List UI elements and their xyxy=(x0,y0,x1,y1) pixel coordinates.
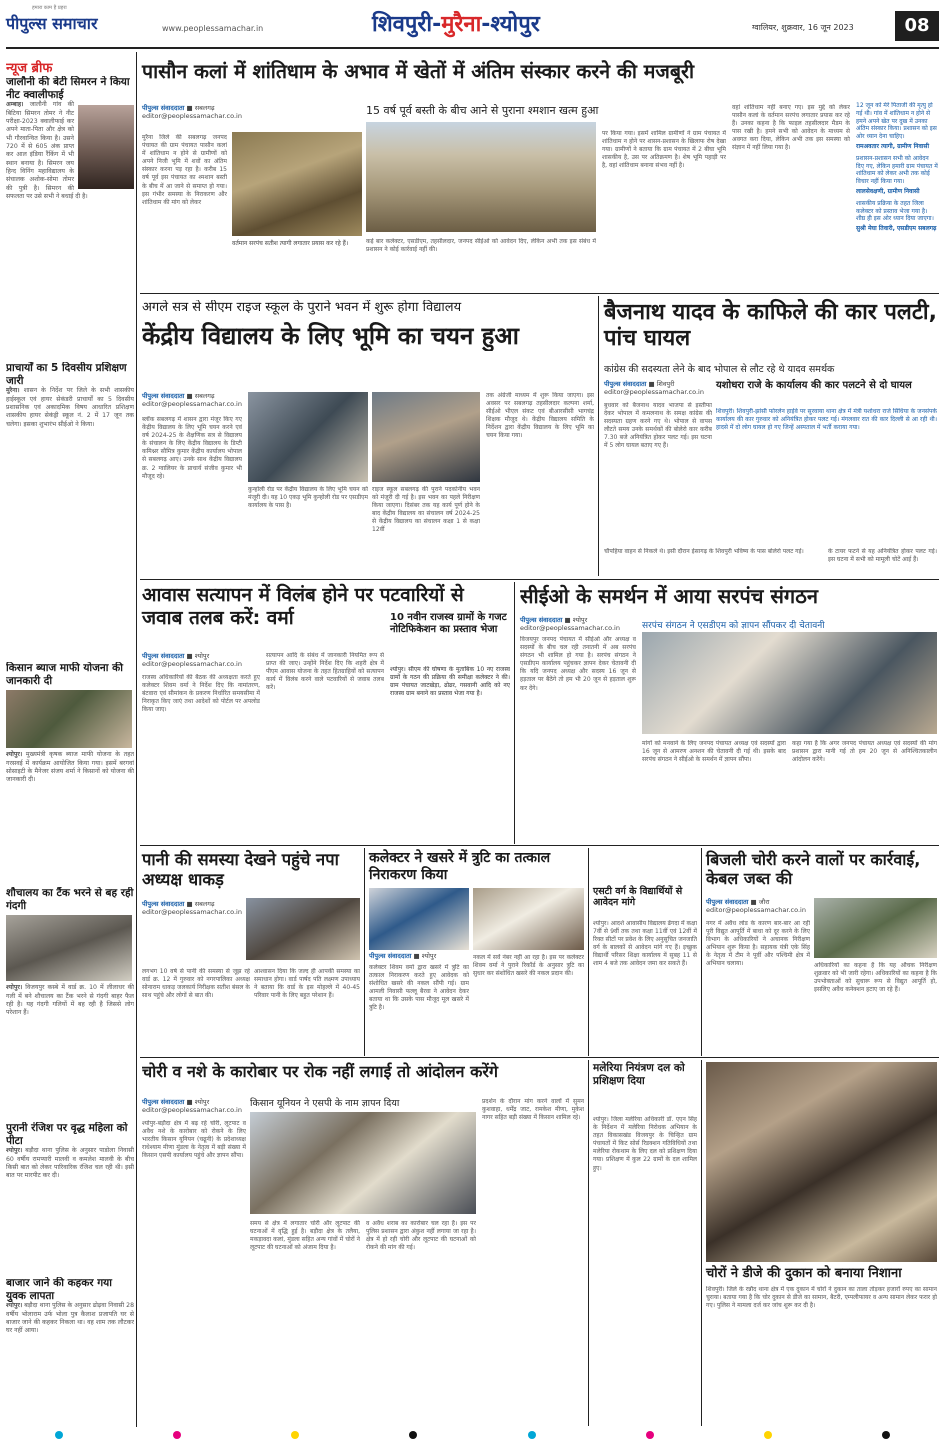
masthead xyxy=(0,0,945,48)
column-divider xyxy=(701,1060,702,1426)
story-water-problem xyxy=(140,848,362,1056)
story-subheadline: सरपंच संगठन ने एसडीएम को ज्ञापन सौंपकर दी चेतावनी xyxy=(642,621,825,631)
brief-body: अम्बाह। जालौनी गांव की बिटिया सिमरन तोमर ने नीट परीक्षा-2023 क्वालीफाई कर अपने माता-पिता और क्षेत्र को भी गौरवान्वित किया है। उसने 720 में से 605 अंक प्राप्त कर आल इंडिया रैंकिंग में भी स्थान बनाया है। सिमरन जय हिन्द विनिंग महाविद्यालय के संचालक अशोक-सोमा तोमर की पुत्री है। सिमरन की सफलता पर उसे सभी ने बधाई दी है। xyxy=(6,101,88,201)
story-headline: आवास सत्यापन में विलंब होने पर पटवारियों से जवाब तलब करें: वर्मा xyxy=(142,584,464,629)
brief-body: श्योपुर। विजयपुर कस्बे में वार्ड क्र. 10 में लीलाधर की गली में बने शौचालय का टैंक भरने से गंदगी बाहर फैल रही है। यह गंदगी गलियों में बह रही है जिससे लोग परेशान हैं। xyxy=(6,984,134,1017)
story-body: श्योपुर-बड़ौदा क्षेत्र में बढ़ रहे चोरी, लूटपाट व अवैध नशे के कारोबार को रोकने के लिए भारतीय किसान यूनियन (चढूनी) के प्रदेशाध्यक्ष राधेश्याम मीणा मुंडला के नेतृत्व में बड़ी संख्या में किसान एसपी कार्यालय पहुंचे और ज्ञापन सौंपा। xyxy=(142,1120,246,1160)
story-body: चौपहिया वाहन से निकले थे। इसी दौरान ईसागढ़ के शिवपुरी भविष्य के पास बोलेरो पलट गई। xyxy=(604,548,804,555)
story-body: लगभग 10 वर्ष से पानी की समस्या से जूझ रहे वार्ड क्र. 12 में गुरुवार को नगरपालिका अध्यक्ष सोनाराम धाकड़ जलकार्य निरीक्षक सतीश बंसल के साथ पहुंचे और लोगों से बात की। xyxy=(142,968,250,1000)
story-body: नकल में सर्वे नंबर नहीं आ रहा है। इस पर कलेक्टर शिवम वर्मा ने पुराने रिकॉर्ड के अनुसार त्रुटि का सुधार कर संशोधित खसरे की नकल प्रदान की। xyxy=(473,954,584,978)
story-body: आश्वासन दिया कि जल्द ही आपकी समस्या का समाधान होगा। वार्ड पार्षद पति लक्ष्मण उपाध्याय ने बताया कि वार्ड के इस मोहल्ले में 40-45 परिवार पानी के लिए बहुत परेशान हैं। xyxy=(254,968,360,1000)
registration-mark xyxy=(882,1431,890,1439)
photo-caption: वर्तमान सरपंच सतीश त्यागी लगातार प्रयास कर रहे हैं। xyxy=(232,240,349,247)
side-note-source: रामअवतार त्यागी, ग्रामीण निवासी xyxy=(856,142,929,150)
story-subheadline: कांग्रेस की सदस्यता लेने के बाद भोपाल से लौट रहे थे यादव समर्थक xyxy=(604,364,835,375)
brief-body: श्योपुर। बड़ौदा थाना पुलिस के अनुसार ढोढ़वा निवासी 28 वर्षीय भोलाराम उर्फ भोला पुत्र कैलाश प्रजापति घर से बाजार जाने की कहकर निकला था। वह शाम तक लौटकर घर नहीं आया। xyxy=(6,1302,134,1335)
side-note-quote: शासकीय प्रक्रिया के तहत जिला कलेक्टर को प्रस्ताव भेजा गया है। शीघ्र ही इस ओर ध्यान दिया जाएगा। xyxy=(856,199,934,223)
story-body: समय से क्षेत्र में लगातार चोरी और लूटपाट की घटनाओं में वृद्धि हुई है। बड़ौदा क्षेत्र के तलैया, मकड़ावदा कलां, मुंडला सहित अन्य गांवों में चोरों ने लूटपाट की घटनाओं को अंजाम दिया है। xyxy=(250,1220,360,1252)
story-theft-drugs-protest xyxy=(140,1060,586,1426)
brief-photo-tank xyxy=(6,915,132,981)
photo-officials-site xyxy=(248,392,368,482)
section-name-shivpuri: शिवपुरी- xyxy=(372,12,442,37)
section-name-sheopur: -श्योपुर xyxy=(481,12,540,37)
side-note-quote: 12 जून को मेरे पिताजी की मृत्यु हो गई थी। गांव में शांतिधाम न होने से हमने अपने खेत पर दुख में उनका अंतिम संस्कार किया। प्रशासन को इस ओर ध्यान देना चाहिए। xyxy=(856,102,937,141)
story-body: श्योपुर। जिला मलेरिया अधिकारी डॉ. एएन सिंह के निर्देशन में मलेरिया निरोधक अभियान के तहत विकासखंड विजयपुर के चिन्हित ग्राम पंचायतों में किट सोर्स रिडक्शन गतिविधियों तथा मलेरिया रोकथाम के लिए दल को प्रशिक्षण दिया गया। प्रशिक्षण में कुल 22 ग्रामों के दल शामिल हुए। xyxy=(593,1116,697,1172)
story-byline: पीपुल्स संवाददाता ■ श्योपुर editor@peoplessamachar.co.in xyxy=(142,652,242,669)
story-byline: पीपुल्स संवाददाता ■ श्योपुर xyxy=(369,952,437,960)
side-note-source: सुश्री मेघा तिवारी, एसडीएम सबलगढ़ xyxy=(856,225,937,233)
story-body: कहा गया है कि अगर जनपद पंचायत अध्यक्ष एवं सदस्यों की मांग प्रशासन द्वारा मानी गई तो हम 20 जून से अनिश्चितकालीन आंदोलन करेंगे। xyxy=(792,740,937,764)
story-byline: पीपुल्स संवाददाता ■ सबलगढ़ editor@peoplessamachar.co.in xyxy=(142,900,242,917)
story-headline: बिजली चोरी करने वालों पर कार्रवाई, केबल जब्त की xyxy=(706,850,921,889)
page-number: 08 xyxy=(904,15,930,36)
masthead-logo xyxy=(6,12,158,38)
story-byline: पीपुल्स संवाददाता ■ श्योपुर editor@peoplessamachar.co.in xyxy=(142,1098,242,1115)
side-notes xyxy=(856,102,938,290)
brief-item xyxy=(6,662,134,887)
boxed-headline: 10 नवीन राजस्व ग्रामों के गजट नोटिफिकेशन का प्रस्ताव भेजा xyxy=(390,612,507,635)
story-body: राइज स्कूल सबलगढ़ की पुराने पदकोनीय भवन को मंजूरी दी गई है। इस भवन का पहले निरीक्षण किया जाएगा। दिसंबर तक यह कार्य पूर्ण होने के बाद केंद्रीय विद्यालय का संचालन वर्ष 2024-25 से केंद्रीय विद्यालय का संचालन कक्षा 1 से कक्षा 12वीं xyxy=(372,486,480,534)
story-body: श्योपुर। आदर्श आवासीय विद्यालय ढेंगदा में कक्षा 7वीं से 9वीं तक तथा कक्षा 11वीं एवं 12वीं में रिक्त सीटों पर प्रवेश के लिए अनुसूचित जनजाति वर्ग के बालकों से आवेदन मांगे गए हैं। इच्छुक विद्यार्थी परिसर शिक्षा कार्यालय में सुबह 11 से शाम 4 बजे तक आवेदन जमा कर सकते हैं। xyxy=(593,920,697,968)
story-power-theft xyxy=(704,848,939,1056)
story-subheadline: किसान यूनियन ने एसपी के नाम ज्ञापन दिया xyxy=(250,1098,400,1109)
photo-cremation-ground xyxy=(366,122,596,232)
story-cremation xyxy=(140,52,939,292)
story-body: विजयपुर जनपद पंचायत में सीईओ और अध्यक्ष व सदस्यों के बीच चल रही तनातनी में अब सरपंच संगठन भी शामिल हो गया है। सरपंच संगठन ने एसडीएम कार्यालय पहुंचकर ज्ञापन देकर चेतावनी दी कि यदि जनपद अध्यक्ष और सदस्य 16 जून से हड़ताल पर बैठेंगे तो हम भी 20 जून से हड़ताल शुरू कर देंगे। xyxy=(520,636,636,692)
photo-field-burning xyxy=(232,132,362,236)
story-headline: एसटी वर्ग के विद्यार्थियों से आवेदन मांगे xyxy=(593,886,683,909)
logo-text: पीपुल्स समाचार xyxy=(6,14,98,33)
story-headline: बैजनाथ यादव के काफिले की कार पलटी, पांच घायल xyxy=(604,300,937,352)
boxed-body: श्योपुर। सीएम की घोषणा के मुताबिक 10 नए राजस्व ग्रामों के गठन की प्रक्रिया की समीक्षा कलेक्टर ने की। ग्राम पंचायत जाटखेड़ा, ढोढर, गसवानी आदि को नए राजस्व ग्राम बनाने का प्रस्ताव भेजा गया है। xyxy=(390,666,510,698)
brief-headline: बाजार जाने की कहकर गया युवक लापता xyxy=(6,1277,112,1302)
boxed-body: शिवपुरी। शिवपुरी-झांसी फोरलेन हाईवे पर सुरवाया थाना क्षेत्र में मंत्री यशोधरा राजे सिंधिया के जनसंपर्क कार्यालय की कार गुरुवार को अनियंत्रित होकर पलट गई। मंगलवार रात की कार दिल्ली से आ रही थी। हादसे में दो लोग घायल हो गए जिन्हें अस्पताल में भर्ती कराया गया। xyxy=(716,408,937,432)
brief-item xyxy=(6,76,134,362)
brief-headline: शौचालय का टैंक भरने से बह रही गंदगी xyxy=(6,887,134,912)
column-divider xyxy=(136,52,137,1427)
story-khasra-correction xyxy=(367,848,586,1056)
column-divider xyxy=(364,848,365,1056)
dateline: ग्वालियर, शुक्रवार, 16 जून 2023 xyxy=(752,23,854,32)
story-body: बुधवार को बैजनाथ यादव भाजपा से इस्तीफा देकर भोपाल में कमलनाथ के समक्ष कांग्रेस की सदस्यता ग्रहण करने गए थे। भोपाल से वापस लौटते समय उनके समर्थकों की बोलेरो कार करीब 7.30 बजे अनियंत्रित होकर पलट गई। इस घटना में 5 लोग घायल बताए गए हैं। xyxy=(604,402,712,450)
story-body: ब्लॉक सबलगढ़ में शासन द्वारा मंजूर किए गए केंद्रीय विद्यालय के लिए भूमि चयन करने एवं वर्ष 2024-25 के शैक्षणिक सत्र से विद्यालय के संचालन के लिए केंद्रीय विद्यालय के डिप्टी कमिश्नर सौमित्र कुमार केंद्रीय कार्यालय भोपाल से सबलगढ़ आए। उनके साथ केंद्रीय विद्यालय क्र. 2 ग्वालियर के प्राचार्य संजीव कुमार भी मौजूद रहे। xyxy=(142,416,242,480)
story-body: तक अंग्रेजी माध्यम में शुरू किया जाएगा। इस अवसर पर सबलगढ़ तहसीलदार कल्पना शर्मा, सीईओ भीएल संकट एवं बीआरसीसी भागचंद्र शिक्षक मौजूद थे। केंद्रीय विद्यालय समिति के निर्देशन द्वारा केंद्रीय विद्यालय के लिए भूमि का चयन किया गया। xyxy=(486,392,594,440)
story-body: पर किया गया। इसमें शामिल ग्रामीणों ने ग्राम पंचायत में शांतिधाम न होने पर शासन-प्रशासन के खिलाफ रोष देखा गया। ग्रामीणों ने बताया कि ग्राम पंचायत में 2 बीघा भूमि शासकीय है, उस पर अतिक्रमण है। शेष भूमि पहाड़ी पर है, वहां शांतिधाम बनाना संभव नहीं है। xyxy=(602,130,726,170)
column-divider xyxy=(701,848,702,1056)
story-headline: पानी की समस्या देखने पहुंचे नपा अध्यक्ष धाकड़ xyxy=(142,850,339,889)
column-divider xyxy=(514,582,515,844)
story-body: मांगों को मनवाने के लिए जनपद पंचायत अध्यक्ष एवं सदस्यों द्वारा 16 जून से आमरण अनशन की चेतावनी दी गई थी। इसके बाद सरपंच संगठन ने सीईओ के समर्थन में ज्ञापन सौंपा। xyxy=(642,740,786,764)
story-awas-satyapan xyxy=(140,582,512,844)
boxed-headline: यशोधरा राजे के कार्यालय की कार पलटने से दो घायल xyxy=(716,380,912,391)
section-rule xyxy=(140,1057,939,1058)
brief-item xyxy=(6,362,134,662)
story-headline: चोरी व नशे के कारोबार पर रोक नहीं लगाई तो आंदोलन करेंगे xyxy=(142,1062,498,1081)
registration-mark xyxy=(528,1431,536,1439)
story-body: कलेक्टर शिवम वर्मा द्वारा खसरे में त्रुटि का तत्काल निराकरण करते हुए आवेदक को संशोधित खसरे की नकल सौंपी गई। ग्राम आमली निवासी फल्लू बैरवा ने आवेदन देकर बताया था कि उसके पास मौजूद मूल खसरे में त्रुटि है। xyxy=(369,964,469,1012)
brief-body: श्योपुर। बड़ौदा थाना पुलिस के अनुसार पाडोला निवासी 60 वर्षीय रामप्यारी मालवी व कमलेश मालवी के बीच किसी बात को लेकर पारिवारिक रंजिश चल रही थी। इसी बात पर मारपीट कर दी। xyxy=(6,1147,134,1180)
brief-headline: जालौनी की बेटी सिमरन ने किया नीट क्वालीफाई xyxy=(6,76,130,101)
story-body: प्रदर्शन के दौरान मांग करने वालों में सुमन कुशवाहा, धर्मेंद्र जाट, रामकेश मीणा, मुकेश नागर सहित बड़ी संख्या में किसान शामिल रहे। xyxy=(482,1098,584,1122)
photo-farmers-memorandum xyxy=(250,1112,476,1214)
brief-item xyxy=(6,887,134,1122)
story-headline: केंद्रीय विद्यालय के लिए भूमि का चयन हुआ xyxy=(142,322,519,350)
section-rule xyxy=(140,579,939,580)
column-divider xyxy=(588,1060,589,1426)
photo-caption: कई बार कलेक्टर, एसडीएम, तहसीलदार, जनपद सीईओ को आवेदन दिए, लेकिन अभी तक इस संबंध में प्रशासन ने कोई कार्रवाई नहीं की। xyxy=(366,238,596,254)
brief-headline: पुरानी रंजिश पर वृद्ध महिला को पीटा xyxy=(6,1122,128,1147)
story-headline: पासौन कलां में शांतिधाम के अभाव में खेतों में अंतिम संस्कार करने की मजबूरी xyxy=(142,60,695,83)
logo-tagline: हमारा काम है प्रहरा xyxy=(32,5,67,11)
story-sarpanch-sangathan xyxy=(518,582,939,844)
site-url: www.peoplessamachar.in xyxy=(162,24,264,33)
registration-mark xyxy=(291,1431,299,1439)
photo-dj-shop xyxy=(706,1062,937,1262)
registration-mark xyxy=(173,1431,181,1439)
story-headline: मलेरिया नियंत्रण दल को प्रशिक्षण दिया xyxy=(593,1062,685,1087)
side-note-quote: प्रशासन-प्रशासन सभी को आवेदन दिए गए, लेकिन हमारी ग्राम पंचायत में शांतिधाम को लेकर अभी तक कोई विचार नहीं किया गया। xyxy=(856,154,938,186)
story-headline: सीईओ के समर्थन में आया सरपंच संगठन xyxy=(520,584,818,608)
section-rule xyxy=(140,845,939,846)
photo-officials-meeting xyxy=(372,392,480,482)
story-headline: चोरों ने डीजे की दुकान को बनाया निशाना xyxy=(706,1266,902,1281)
section-title xyxy=(372,8,772,42)
registration-mark xyxy=(764,1431,772,1439)
masthead-rule xyxy=(6,47,939,49)
brief-item xyxy=(6,1277,134,1422)
photo-applicant xyxy=(473,888,584,950)
brief-body: श्योपुर। मुख्यमंत्री कृषक ब्याज माफी योजना के तहत गरसवई में कार्यक्रम आयोजित किया गया। इसमें बरगवां सोसाइटी के मैनेजर संजय शर्मा ने किसानों को योजना की जानकारी दी। xyxy=(6,751,134,784)
news-brief-column xyxy=(6,52,134,1427)
story-byline: पीपुल्स संवाददाता ■ शिवपुरी editor@peoplessamachar.co.in xyxy=(604,380,704,397)
story-kicker: अगले सत्र से सीएम राइज स्कूल के पुराने भवन में शुरू होगा विद्यालय xyxy=(142,300,462,315)
photo-sarpanch-group xyxy=(642,632,937,734)
story-body: वहां शांतिधाम नहीं बनाए गए। इस मुद्दे को लेकर पासौन कलां के वर्तमान सरपंच लगातार प्रयास कर रहे हैं। उनका कहना है कि फाइल तहसीलदार मैडम के पास रखी है। हमने सभी को आवेदन के माध्यम से अवगत करा दिया, लेकिन अभी तक इस समस्या को संज्ञान में नहीं लिया गया है। xyxy=(732,104,850,152)
photo-power-inspection xyxy=(814,898,937,958)
column-divider xyxy=(598,296,599,576)
story-byline: पीपुल्स संवाददाता ■ श्योपुर editor@peoplessamachar.co.in xyxy=(520,616,620,633)
photo-water-visit xyxy=(246,898,360,960)
photo-subheadline: 15 वर्ष पूर्व बस्ती के बीच आने से पुराना श्मशान खत्म हुआ xyxy=(366,104,599,117)
news-brief-title: न्यूज ब्रीफ xyxy=(6,61,53,76)
story-kendriya-vidyalaya xyxy=(140,296,596,578)
section-rule xyxy=(140,293,939,294)
brief-headline: प्राचार्यों का 5 दिवसीय प्रशिक्षण जारी xyxy=(6,362,127,387)
brief-body: मुरैना। शासन के निर्देश पर जिले के सभी शासकीय हाईस्कूल एवं हायर सेकंडरी प्राचार्यों का 5 दिवसीय प्रशासनिक एवं अकादमिक विषय आधारित प्रशिक्षण शासकीय हायर सेकंड्री स्कूल नं. 2 में 17 जून तक चलेगा। इसका शुभारंभ सीईओ ने किया। xyxy=(6,387,134,428)
story-body: व अवैध शराब का कारोबार चल रहा है। इस पर पुलिस प्रशासन द्वारा अंकुश नहीं लगाया जा रहा है। क्षेत्र में हो रही चोरी और लूटपाट की घटनाओं को रोकने की मांग की गई। xyxy=(366,1220,476,1252)
registration-mark xyxy=(409,1431,417,1439)
column-divider xyxy=(588,848,589,1056)
story-baijnath-yadav xyxy=(602,296,939,578)
story-byline: पीपुल्स संवाददाता ■ जौरा editor@peoplessamachar.co.in xyxy=(706,898,806,915)
section-name-morena: मुरैना xyxy=(441,12,482,37)
registration-mark xyxy=(646,1431,654,1439)
story-body: के टायर फटने से यह अनियंत्रित होकर पलट गई। इस घटना में सभी को मामूली चोटें आई हैं। xyxy=(828,548,937,564)
story-body: सत्यापन आदि के संबंध में जानकारी नियमित रूप से प्राप्त की जाए। उन्होंने निर्देश दिए कि शहरी क्षेत्र में पीएम आवास योजना के तहत हितग्राहियों को सत्यापन कार्य में विलंब करने वाले पटवारियों से जवाब तलब करें। xyxy=(266,652,384,692)
story-byline: पीपुल्स संवाददाता ■ सबलगढ़ editor@peoplessamachar.co.in xyxy=(142,104,242,121)
story-body: शिवपुरी। जिले के रन्नौद थाना क्षेत्र में एक दुकान में चोरों ने दुकान का ताला तोड़कर हजारों रुपए का सामान चुराया। बताया गया है कि चोर दुकान से डीजे का सामान, बैटरी, एम्पलीफायर व अन्य सामान लेकर फरार हो गए। पुलिस ने मामला दर्ज कर जांच शुरू कर दी है। xyxy=(706,1286,937,1310)
story-byline: पीपुल्स संवाददाता ■ सबलगढ़ editor@peoplessamachar.co.in xyxy=(142,392,242,409)
brief-item xyxy=(6,1122,134,1277)
story-body: मुरैना जिले की सबलगढ़ जनपद पंचायत की ग्राम पंचायत पासौन कलां में शांतिधाम न होने से ग्रामीणों को अपने निजी भूमि में शवों का अंतिम संस्कार करना पड़ रहा है। करीब 15 वर्ष पूर्व इस पंचायत का श्मशान बस्ती के बीच में आ जाने से समाप्त हो गया। इस गंभीर समस्या के निराकरण और शांतिधाम की मांग को लेकर xyxy=(142,134,227,206)
side-note-source: लालसेवक्षणी, ग्रामीण निवासी xyxy=(856,187,920,195)
story-dj-shop-theft xyxy=(704,1060,939,1426)
story-body: अधिकारियों का कहना है कि यह औचक निरीक्षण शुक्रवार को भी जारी रहेगा। अधिकारियों का कहना है कि उपभोक्ताओं को सुचारू रूप से विद्युत आपूर्ति हो, इसलिए अवैध कनेक्शन हटाए जा रहे हैं। xyxy=(814,962,937,994)
brief-photo-farmers xyxy=(6,690,132,748)
brief-headline: किसान ब्याज माफी योजना की जानकारी दी xyxy=(6,662,123,687)
print-registration-bar xyxy=(0,1430,945,1440)
photo-collector xyxy=(369,888,469,950)
story-headline: कलेक्टर ने खसरे में त्रुटि का तत्काल निराकरण किया xyxy=(369,850,551,883)
photo-caption: कुन्होली रोड पर केंद्रीय विद्यालय के लिए भूमि चयन को मंजूरी दी। यह 10 एकड़ भूमि कुन्होली रोड पर एसडीएम कार्यालय के पास है। xyxy=(248,486,368,510)
registration-mark xyxy=(55,1431,63,1439)
story-malaria-training xyxy=(591,1060,699,1426)
brief-photo-simran xyxy=(78,105,134,189)
page-number-badge xyxy=(895,11,939,41)
story-body: राजस्व अधिकारियों की बैठक की अध्यक्षता करते हुए कलेक्टर शिवम वर्मा ने निर्देश दिए कि नामांतरण, बंटवारा एवं सीमांकन के प्रकरण निर्धारित समयसीमा में निराकृत किए जाएं तथा आदेशों को पोर्टल पर अपलोड किया जाए। xyxy=(142,674,260,714)
story-body: नगर में अवैध लोड के कारण बार-बार आ रही पूरी विद्युत आपूर्ति में बाधा को दूर करने के लिए विभाग के अधिकारियों ने अचानक निरीक्षण अभियान शुरू किया है। सहायक यंत्री एके सिंह के नेतृत्व में टीम ने पूर्वी और पश्चिमी क्षेत्र में अभियान चलाया। xyxy=(706,920,810,968)
story-st-students xyxy=(591,848,699,1056)
